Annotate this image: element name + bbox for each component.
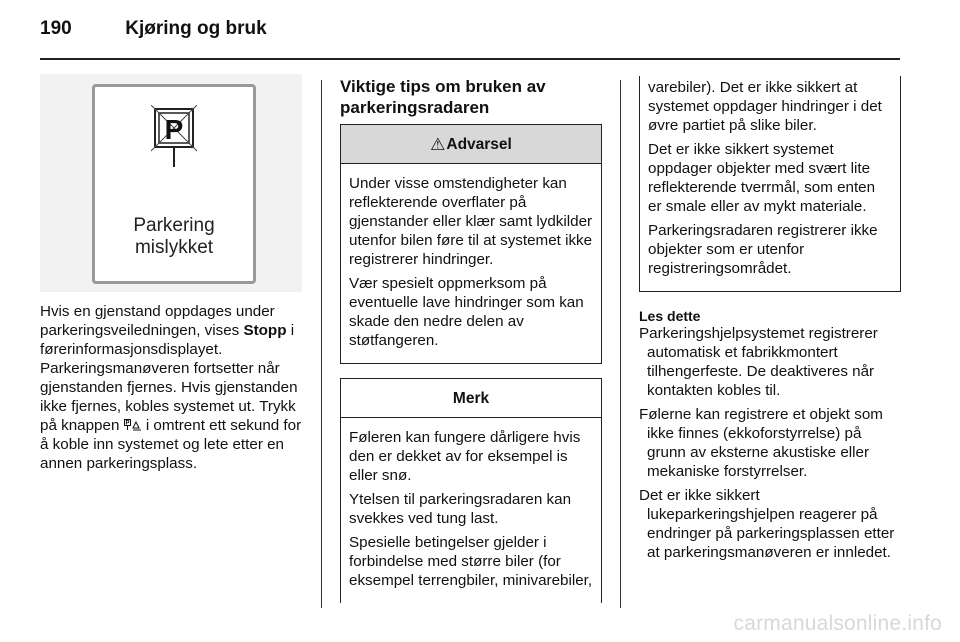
note-header [341,379,601,418]
note-title: Merk [452,389,490,407]
display-line-1: Parkering [133,215,215,236]
warning-paragraph-1: Under visse omstendigheter kan reflekterende overflater på gjenstander eller klær samt lydkilder utenfor bilen føre til at systemet ikke registrerer hindringer. [349,175,593,268]
watermark: carmanualsonline.info [733,612,942,635]
chapter-title: Kjøring og bruk [125,18,267,39]
svg-text:P: P [125,420,130,427]
header-rule [40,58,900,60]
text-segment: i førerinformasjonsdisplayet. Parkeringsmanøveren fortsetter når gjenstanden fjernes. Hvis gjenstanden ikke fjernes, kobles systemet ut. Trykk på knappen [40,322,298,434]
column-2 [340,76,602,603]
note-cont-paragraph-2: Det er ikke sikkert systemet oppdager objekter med svært lite reflekterende tverrmål, som enten er smale eller av mykt materiale. [648,141,876,215]
paragraph-stop [40,302,304,473]
note-cont-paragraph-3: Parkeringsradaren registrerer ikke objekter som er utenfor registreringsområdet. [648,222,878,277]
page-header [40,18,267,40]
les-dette-body [639,324,901,562]
note-box [340,378,602,603]
note-paragraph-3: Spesielle betingelser gjelder i forbindelse med større biler (for eksempel terrengbiler, minivarebiler, [349,534,593,589]
warning-box [340,124,602,364]
column-divider-right [620,80,621,608]
stop-keyword: Stopp [243,322,287,339]
warning-title: Advarsel [446,135,512,153]
column-1 [40,302,304,478]
warning-header [341,125,601,164]
note-box-continued [639,76,901,292]
les-dette-paragraph-1: Parkeringshjelpsystemet registrerer automatisk et fabrikkmontert tilhengerfeste. De deaktiveres når kontakten kobles til. [639,325,878,399]
sign-letter: P [164,114,184,145]
section-title: Viktige tips om bruken av parkeringsradaren [340,77,546,117]
column-3 [639,76,901,567]
warning-triangle-icon: ⚠ [430,134,446,154]
note-body-continued [640,76,900,291]
parking-sign-icon [151,105,197,171]
warning-body [341,164,601,363]
warning-paragraph-2: Vær spesielt oppmerksom på eventuelle lave hindringer som kan skade den nedre delen av støtfangeren. [349,275,584,349]
parking-assist-button-icon [124,419,142,431]
display-message [95,215,253,259]
display-illustration [40,74,302,292]
les-dette-paragraph-3: Det er ikke sikkert lukeparkeringshjelpen reagerer på endringer på parkeringsplassen etter at parkeringsmanøveren er innledet. [639,487,895,561]
note-paragraph-2: Ytelsen til parkeringsradaren kan svekkes ved tung last. [349,491,572,527]
text-segment: Hvis en gjenstand oppdages under parkeringsveiledningen, vises [40,303,275,339]
info-display [92,84,256,284]
display-line-2: mislykket [134,237,214,258]
page-number: 190 [40,18,72,39]
note-cont-paragraph-1: varebiler). Det er ikke sikkert at systemet oppdager hindringer i det øvre partiet på slike biler. [648,79,882,134]
note-body [341,418,601,603]
column-divider-left [321,80,322,608]
text-segment: i omtrent ett sekund for å koble inn systemet og lete etter en annen parkeringsplass. [40,417,302,472]
note-paragraph-1: Føleren kan fungere dårligere hvis den er dekket av for eksempel is eller snø. [349,429,581,484]
les-dette-heading: Les dette [639,308,701,324]
les-dette-paragraph-2: Følerne kan registrere et objekt som ikke finnes (ekkoforstyrrelse) på grunn av eksterne akustiske eller mekaniske forstyrrelser. [639,406,883,480]
